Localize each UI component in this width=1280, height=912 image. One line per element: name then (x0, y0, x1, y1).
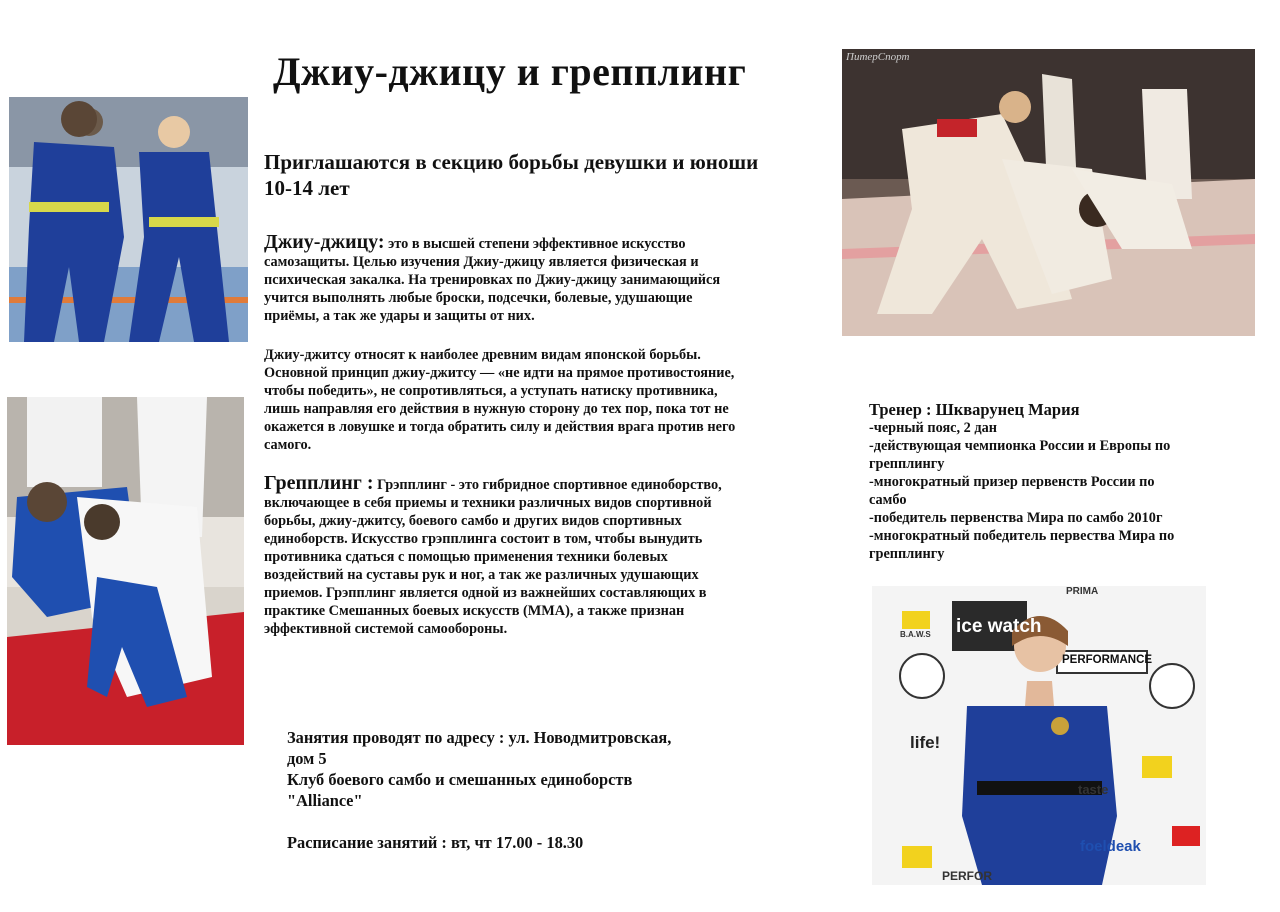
jiujitsu-line: приёмы, а так же удары и защиты от них. (264, 308, 535, 324)
club-name-line: "Alliance" (287, 791, 363, 810)
photo-judo-white-gi (842, 49, 1255, 336)
jiujitsu-section (264, 233, 824, 325)
jiujitsu-line: самозащиты. Целью изучения Джиу-джицу является физическая и (264, 254, 699, 270)
schedule-line: Расписание занятий : вт, чт 17.00 - 18.30 (287, 833, 584, 852)
address-block (287, 727, 767, 853)
jiujitsu-p2-line: чтобы победить», не сопротивляться, а уступать натиску противника, (264, 383, 718, 399)
logo-performance: PERFORMANCE (1062, 654, 1153, 666)
grappling-heading: Грепплинг : (264, 472, 374, 494)
logo-baws: B.A.W.S (900, 630, 931, 639)
grappling-line: борьбы, джиу-джитсу, боевого самбо и других видов спортивных (264, 513, 682, 529)
grappling-section (264, 474, 824, 638)
coach-item: -черный пояс, 2 дан (869, 420, 998, 436)
grappling-intro: Грэпплинг - это гибридное спортивное единоборство, (373, 477, 722, 493)
grappling-line: практике Смешанных боевых искусств (ММА), а также признан (264, 603, 685, 619)
coach-block (869, 401, 1249, 563)
jiujitsu-p2-line: самого. (264, 437, 312, 453)
grappling-line: эффективной системой самообороны. (264, 621, 508, 637)
photo-kids-blue-gi (9, 97, 248, 342)
coach-item: -многократный победитель первества Мира по (869, 528, 1175, 544)
coach-item: грепплингу (869, 456, 945, 472)
jiujitsu-p2-line: Джиу-джитсу относят к наиболее древним видам японской борьбы. (264, 347, 701, 363)
jiujitsu-p2-line: Основной принцип джиу-джитсу — «не идти на прямое противостояние, (264, 365, 735, 381)
logo-prima: PRIMA (1066, 586, 1099, 597)
grappling-line: приемов. Грэпплинг является одной из важнейших составляющих в (264, 585, 707, 601)
coach-item: -многократный призер первенств России по (869, 474, 1155, 490)
photo-watermark: ПитерСпорт (846, 51, 910, 63)
photo-coach (872, 586, 1206, 885)
logo-taste: taste (1078, 782, 1109, 797)
address-line: Занятия проводят по адресу : ул. Новодмитровская, (287, 728, 672, 747)
grappling-line: противника сдаться с помощью применения техники болевых (264, 549, 668, 565)
jiujitsu-line: психическая закалка. На тренировках по Джиу-джицу занимающийся (264, 272, 721, 288)
jiujitsu-p2-line: лишь направляя его действия в нужную сторону до тех пор, пока тот не (264, 401, 729, 417)
jiujitsu-p2-line: окажется в ловушке и тогда обратить силу и действия врага против него (264, 419, 736, 435)
page-title: Джиу-джицу и грепплинг (273, 49, 747, 94)
coach-item: -действующая чемпионка России и Европы по (869, 438, 1171, 454)
coach-item: -победитель первенства Мира по самбо 2010г (869, 510, 1163, 526)
address-line: дом 5 (287, 749, 327, 768)
jiujitsu-intro: это в высшей степени эффективное искусство (384, 236, 686, 252)
club-name-line: Клуб боевого самбо и смешанных единоборств (287, 770, 633, 789)
jiujitsu-line: учится выполнять любые броски, подсечки, болевые, удушающие (264, 290, 693, 306)
grappling-line: включающее в себя приемы и техники различных видов спортивной (264, 495, 712, 511)
grappling-line: единоборств. Искусство грэпплинга состоит в том, чтобы вынудить (264, 531, 703, 547)
logo-life: life! (910, 733, 941, 752)
jiujitsu-paragraph-2 (264, 346, 824, 454)
photo-kids-wrestling (7, 397, 244, 745)
jiujitsu-heading: Джиу-джицу: (264, 231, 385, 253)
coach-item: самбо (869, 492, 907, 508)
logo-foeldeak: foeldeak (1080, 838, 1141, 855)
coach-item: грепплингу (869, 546, 945, 562)
grappling-line: воздействий на суставы рук и ног, а так же различных удушающих (264, 567, 699, 583)
coach-title: Тренер : Шкварунец Мария (869, 400, 1080, 419)
logo-perfor: PERFOR (942, 869, 993, 883)
invitation-subtitle: Приглашаются в секцию борьбы девушки и юноши 10-14 лет (264, 150, 759, 200)
logo-ice-watch: ice watch (956, 616, 1042, 637)
